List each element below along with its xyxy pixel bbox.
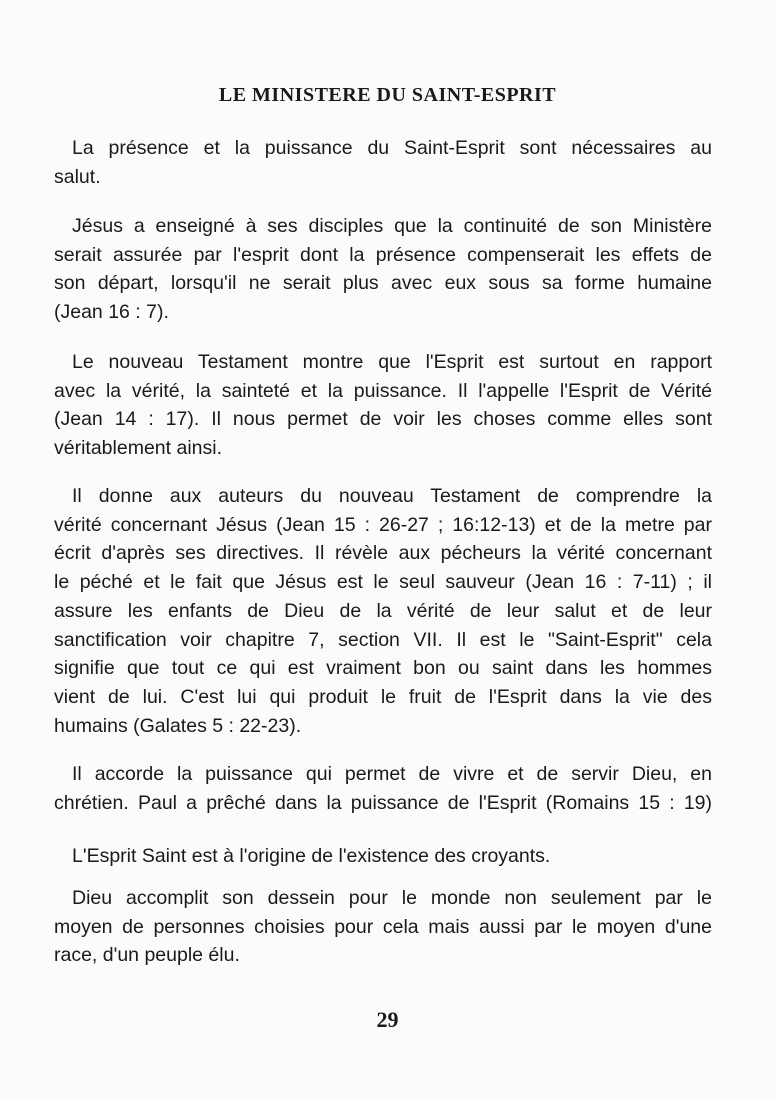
paragraph-5 [54, 760, 712, 817]
paragraph-6 [72, 842, 712, 871]
page-number: 29 [376, 1007, 399, 1032]
paragraph-4 [54, 482, 712, 740]
paragraph-line: Dieu accomplit son dessein pour le monde non seulement par le [72, 887, 712, 909]
paragraph-3 [54, 348, 712, 463]
paragraph-line: Il donne aux auteurs du nouveau Testament de comprendre la [72, 485, 712, 507]
page-title: LE MINISTERE DU SAINT-ESPRIT [218, 84, 557, 106]
paragraph-line: L'Esprit Saint est à l'origine de l'existence des croyants. [72, 845, 551, 867]
paragraph-line: salut. [54, 165, 101, 188]
paragraph-line: humains (Galates 5 : 22-23). [54, 714, 302, 737]
paragraph-line: Le nouveau Testament montre que l'Esprit est surtout en rapport [72, 351, 712, 373]
paragraph-line: chrétien. Paul a prêché dans la puissance de l'Esprit (Romains 15 : 19) [54, 791, 712, 814]
paragraph-line: (Jean 16 : 7). [54, 301, 169, 324]
paragraph-line: serait assurée par l'esprit dont la présence compenserait les effets de [54, 243, 712, 266]
paragraph-7 [54, 884, 712, 970]
paragraph-line: (Jean 14 : 17). Il nous permet de voir les choses comme elles sont [54, 408, 712, 431]
paragraph-line: moyen de personnes choisies pour cela mais aussi par le moyen d'une [54, 915, 712, 938]
paragraph-line: sanctification voir chapitre 7, section VII. Il est le "Saint-Esprit" cela [54, 628, 712, 651]
paragraph-1 [54, 134, 712, 191]
paragraph-line: race, d'un peuple élu. [54, 944, 240, 967]
paragraph-line: vérité concernant Jésus (Jean 15 : 26-27 ; 16:12-13) et de la metre par [54, 513, 712, 536]
paragraph-line: écrit d'après ses directives. Il révèle aux pécheurs la vérité concernant [54, 542, 712, 565]
paragraph-line: assure les enfants de Dieu de la vérité de leur salut et de leur [54, 599, 712, 622]
paragraph-line: vient de lui. C'est lui qui produit le fruit de l'Esprit dans la vie des [54, 685, 712, 708]
paragraph-line: son départ, lorsqu'il ne serait plus avec eux sous sa forme humaine [54, 272, 712, 295]
paragraph-line: Jésus a enseigné à ses disciples que la continuité de son Ministère [72, 215, 712, 237]
paragraph-line: véritablement ainsi. [54, 437, 222, 460]
paragraph-line: Il accorde la puissance qui permet de vivre et de servir Dieu, en [72, 763, 712, 785]
paragraph-line: avec la vérité, la sainteté et la puissance. Il l'appelle l'Esprit de Vérité [54, 379, 712, 402]
paragraph-line: signifie que tout ce qui est vraiment bon ou saint dans les hommes [54, 657, 712, 680]
paragraph-line: La présence et la puissance du Saint-Esprit sont nécessaires au [72, 137, 712, 159]
paragraph-2 [54, 212, 712, 327]
paragraph-line: le péché et le fait que Jésus est le seul sauveur (Jean 16 : 7-11) ; il [54, 571, 712, 594]
